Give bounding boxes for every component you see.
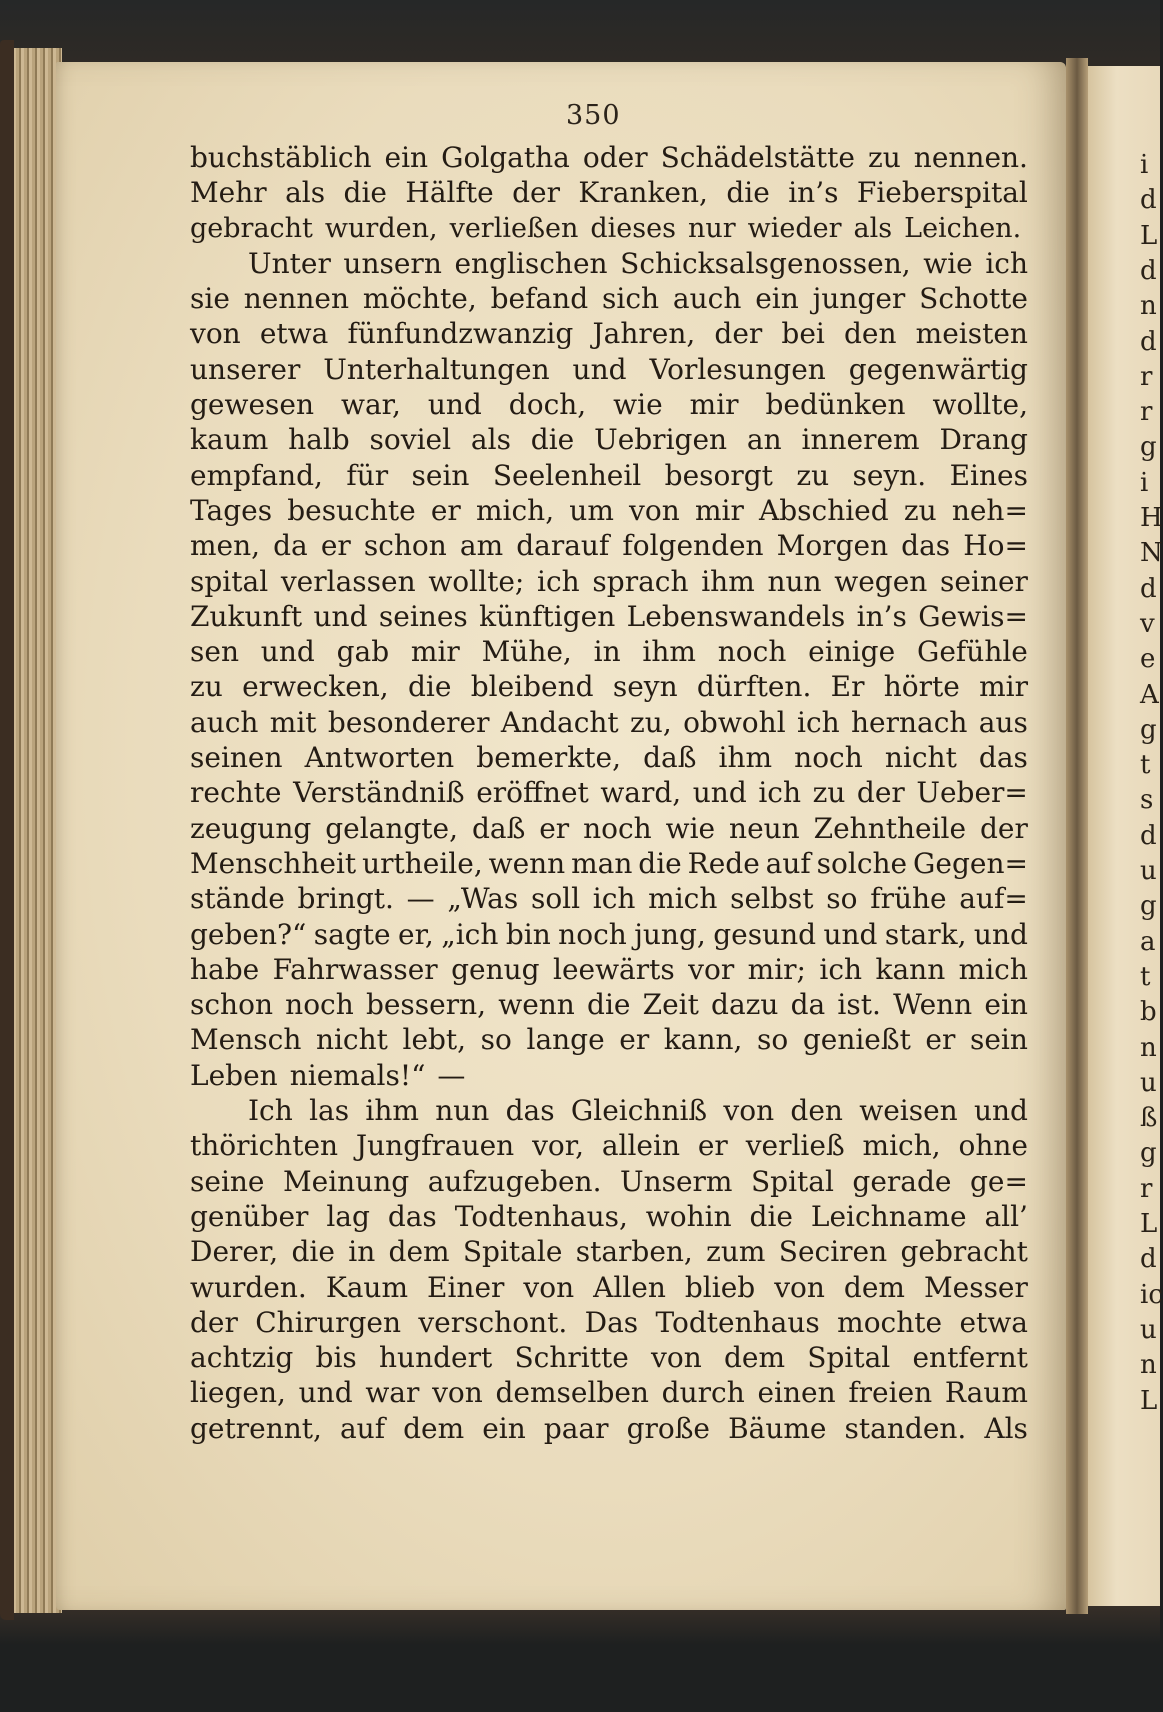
facing-page-glyph: s: [1140, 785, 1154, 816]
text-line: empfand, für sein Seelenheil besorgt zu seyn. Eines: [190, 458, 1028, 492]
facing-page-glyph: H: [1140, 503, 1163, 533]
facing-page-glyph: a: [1140, 926, 1156, 957]
facing-page-glyph: L: [1140, 220, 1158, 251]
text-line: schon noch bessern, wenn die Zeit dazu da ist. Wenn ein: [190, 988, 1028, 1022]
facing-page-glyph: L: [1140, 1385, 1158, 1416]
text-line: von etwa fünfundzwanzig Jahren, der bei den meisten: [190, 317, 1028, 351]
facing-page-glyph: e: [1140, 644, 1156, 675]
text-line: sie nennen möchte, befand sich auch ein junger Schotte: [190, 282, 1028, 316]
facing-page-glyph: u: [1140, 1067, 1157, 1098]
facing-page-glyph: g: [1140, 432, 1157, 463]
facing-page-glyph: L: [1140, 1209, 1158, 1239]
text-line: auch mit besonderer Andacht zu, obwohl ich hernach aus: [190, 705, 1028, 739]
facing-page-glyph: r: [1140, 361, 1153, 392]
facing-page-glyph: r: [1140, 1173, 1153, 1204]
text-line: Derer, die in dem Spitale starben, zum Seciren gebracht: [190, 1235, 1028, 1269]
text-line: Ich las ihm nun das Gleichniß von den weisen und: [248, 1094, 1028, 1128]
text-line: Zukunft und seines künftigen Lebenswandels in’s Gewis=: [190, 599, 1028, 633]
text-line: buchstäblich ein Golgatha oder Schädelstätte zu nennen.: [190, 141, 1028, 174]
facing-page-glyph: ß: [1140, 1103, 1158, 1134]
text-line: Mehr als die Hälfte der Kranken, die in’s Fieberspital: [190, 176, 1028, 210]
facing-page-glyph: n: [1140, 1032, 1157, 1063]
facing-page-glyph: d: [1140, 326, 1157, 357]
body-text: [190, 140, 1028, 1446]
text-line: thörichten Jungfrauen vor, allein er verließ mich, ohne: [190, 1129, 1028, 1163]
text-line: Tages besuchte er mich, um von mir Abschied zu neh=: [190, 493, 1028, 527]
text-line: habe Fahrwasser genug leewärts vor mir; ich kann mich: [190, 952, 1028, 986]
text-line: stände bringt. — „Was soll ich mich selbst so frühe auf=: [190, 882, 1028, 916]
text-line: sen und gab mir Mühe, in ihm noch einige Gefühle: [190, 635, 1028, 669]
facing-page-glyph: v: [1140, 608, 1155, 639]
facing-page-glyph: d: [1140, 820, 1157, 851]
facing-page-glyph: d: [1140, 255, 1157, 286]
facing-page-glyph: i: [1140, 150, 1149, 180]
facing-page-glyph: ic: [1140, 1279, 1163, 1310]
facing-page-glyph: t: [1140, 750, 1151, 781]
text-line: seine Meinung aufzugeben. Unserm Spital gerade ge=: [190, 1164, 1028, 1198]
book-shadow-bottom: [0, 1600, 1160, 1712]
text-line: achtzig bis hundert Schritte von dem Spital entfernt: [190, 1341, 1028, 1375]
book-shadow-top: [0, 0, 1160, 70]
facing-page-glyph: g: [1140, 891, 1157, 922]
page-number: 350: [566, 100, 621, 131]
text-line: zu erwecken, die bleibend seyn dürften. Er hörte mir: [190, 670, 1028, 704]
facing-page-glyph: b: [1140, 997, 1157, 1028]
text-line: geben?“ sagte er, „ich bin noch jung, gesund und stark, und: [190, 917, 1028, 951]
text-line: getrennt, auf dem ein paar große Bäume standen. Als: [190, 1411, 1028, 1445]
facing-page-glyph: g: [1140, 714, 1157, 745]
facing-page-glyph: u: [1140, 856, 1157, 886]
text-line: Unter unsern englischen Schicksalsgenossen, wie ich: [248, 246, 1028, 280]
facing-page-glyph: d: [1140, 1244, 1157, 1275]
facing-page-glyph: d: [1140, 573, 1157, 604]
text-line: spital verlassen wollte; ich sprach ihm nun wegen seiner: [190, 564, 1028, 598]
text-line: liegen, und war von demselben durch einen freien Raum: [190, 1376, 1028, 1410]
facing-page-glyph: d: [1140, 185, 1157, 216]
text-line: gebracht wurden, verließen dieses nur wieder als Leichen.: [190, 212, 1022, 244]
facing-page-glyph: i: [1140, 467, 1149, 498]
text-line: rechte Verständniß eröffnet ward, und ich zu der Ueber=: [190, 776, 1028, 810]
text-line: wurden. Kaum Einer von Allen blieb von dem Messer: [190, 1270, 1028, 1304]
text-line: seinen Antworten bemerkte, daß ihm noch nicht das: [190, 741, 1028, 775]
facing-page-glyph: N: [1140, 538, 1163, 569]
book-cover-left: [0, 40, 14, 1620]
facing-page-glyph: t: [1140, 961, 1151, 992]
book-gutter: [1066, 58, 1088, 1614]
text-line: kaum halb soviel als die Uebrigen an innerem Drang: [190, 423, 1028, 457]
facing-page-glyph: A: [1140, 679, 1159, 710]
text-line: men, da er schon am darauf folgenden Morgen das Ho=: [190, 529, 1028, 563]
text-line: genüber lag das Todtenhaus, wohin die Leichname all’: [190, 1199, 1028, 1233]
text-line: Menschheit urtheile, wenn man die Rede auf solche Gegen=: [190, 846, 1028, 880]
facing-page-glyph: n: [1140, 1350, 1157, 1381]
facing-page-glyph: n: [1140, 291, 1157, 322]
text-line: der Chirurgen verschont. Das Todtenhaus mochte etwa: [190, 1305, 1028, 1339]
text-line: zeugung gelangte, daß er noch wie neun Zehntheile der: [190, 811, 1028, 845]
text-line: Mensch nicht lebt, so lange er kann, so genießt er sein: [190, 1023, 1028, 1057]
text-line: gewesen war, und doch, wie mir bedünken wollte,: [190, 388, 1028, 422]
facing-page-glyph: u: [1140, 1314, 1157, 1345]
facing-page-glyph: g: [1140, 1138, 1157, 1169]
facing-page-glyph: r: [1140, 397, 1153, 428]
text-line: unserer Unterhaltungen und Vorlesungen gegenwärtig: [190, 352, 1028, 386]
text-line: Leben niemals!“ —: [190, 1058, 466, 1092]
